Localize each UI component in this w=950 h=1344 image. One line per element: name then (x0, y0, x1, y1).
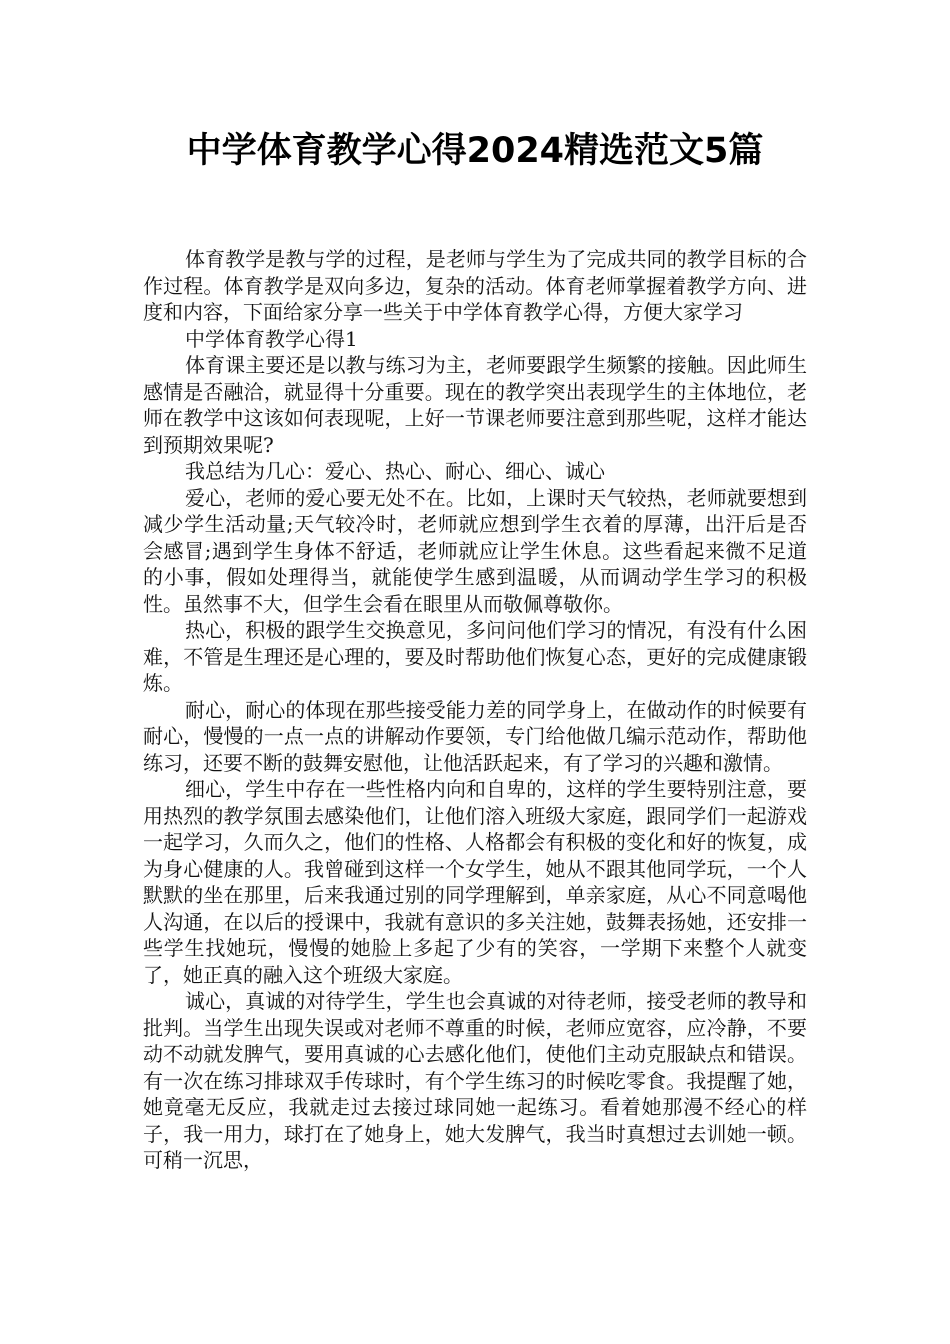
document-body (143, 246, 807, 1174)
body-paragraph: 耐心，耐心的体现在那些接受能力差的同学身上，在做动作的时候要有耐心，慢慢的一点一点的讲解动作要领，专门给他做几编示范动作，帮助他练习，还要不断的鼓舞安慰他，让他活跃起来，有了学习的兴趣和激情。 (143, 697, 807, 775)
document-title: 中学体育教学心得2024精选范文5篇 (186, 131, 764, 171)
body-paragraph: 细心，学生中存在一些性格内向和自卑的，这样的学生要特别注意，要用热烈的教学氛围去感染他们，让他们溶入班级大家庭，跟同学们一起游戏一起学习，久而久之，他们的性格、人格都会有积极的变化和好的恢复，成为身心健康的人。我曾碰到这样一个女学生，她从不跟其他同学玩，一个人默默的坐在那里，后来我通过别的同学理解到，单亲家庭，从心不同意喝他人沟通，在以后的授课中，我就有意识的多关注她，鼓舞表扬她，还安排一些学生找她玩，慢慢的她脸上多起了少有的笑容，一学期下来整个人就变了，她正真的融入这个班级大家庭。 (143, 777, 807, 987)
body-paragraph: 爱心，老师的爱心要无处不在。比如，上课时天气较热，老师就要想到减少学生活动量;天气较冷时，老师就应想到学生衣着的厚薄，出汗后是否会感冒;遇到学生身体不舒适，老师就应让学生休息。这些看起来微不足道的小事，假如处理得当，就能使学生感到温暖，从而调动学生学习的积极性。虽然事不大，但学生会看在眼里从而敬佩尊敬你。 (143, 485, 807, 616)
body-paragraph: 热心，积极的跟学生交换意见，多问问他们学习的情况，有没有什么困难，不管是生理还是心理的，要及时帮助他们恢复心态，更好的完成健康锻炼。 (143, 618, 807, 695)
summary-line: 我总结为几心：爱心、热心、耐心、细心、诚心 (185, 459, 605, 483)
section-heading: 中学体育教学心得1 (185, 326, 358, 351)
body-paragraph: 诚心，真诚的对待学生，学生也会真诚的对待老师，接受老师的教导和批判。当学生出现失误或对老师不尊重的时候，老师应宽容，应冷静，不要动不动就发脾气，要用真诚的心去感化他们，使他们主动克服缺点和错误。有一次在练习排球双手传球时，有个学生练习的时候吃零食。我提醒了她，她竟毫无反应，我就走过去接过球同她一起练习。看着她那漫不经心的样子，我一用力，球打在了她身上，她大发脾气，我当时真想过去训她一顿。可稍一沉思， (143, 989, 807, 1172)
body-paragraph: 体育课主要还是以教与练习为主，老师要跟学生频繁的接触。因此师生感情是否融洽，就显得十分重要。现在的教学突出表现学生的主体地位，老师在教学中这该如何表现呢，上好一节课老师要注意到那些呢，这样才能达到预期效果呢? (143, 353, 807, 457)
intro-paragraph: 体育教学是教与学的过程，是老师与学生为了完成共同的教学目标的合作过程。体育教学是双向多边，复杂的活动。体育老师掌握着教学方向、进度和内容，下面给家分享一些关于中学体育教学心得，方便大家学习 (143, 247, 807, 324)
